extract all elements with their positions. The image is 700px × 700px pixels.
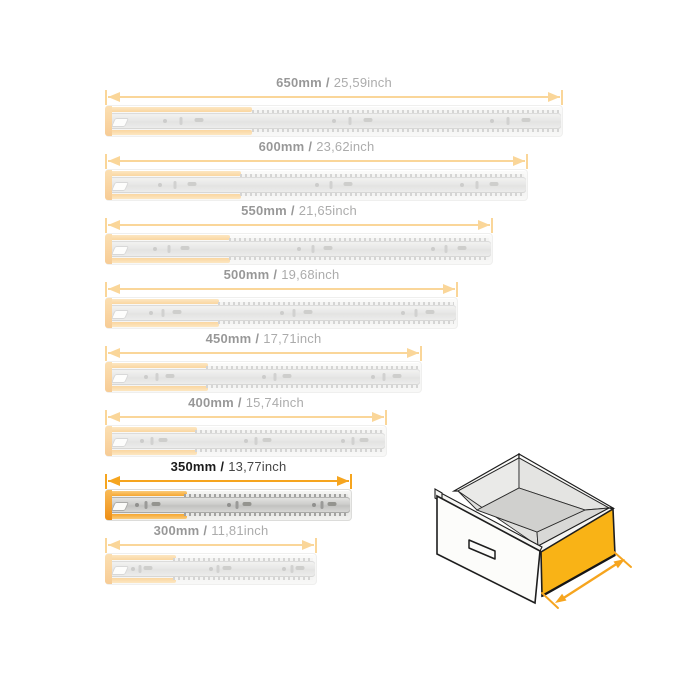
rail-mounting-hole [144,566,153,570]
rail-mounting-hole [135,503,139,507]
rail-mounting-hole [445,245,448,253]
dimension-bar [108,544,314,546]
rail-end-cap [105,490,112,520]
drawer-slide-rail [105,233,493,265]
rail-mounting-hole [321,501,324,509]
right-arrowhead-icon [513,156,525,166]
dimension-line [105,346,422,361]
rail-mounting-hole [315,183,319,187]
drawer-slide-rail [105,361,422,393]
size-separator: / [237,395,242,410]
rail-mounting-hole [244,439,248,443]
rail-orange-strip-top [110,235,230,240]
drawer-slide-rail [105,105,563,137]
slide-size-row-400 [105,395,387,457]
size-mm-label: 300mm [153,523,200,538]
size-inch-label: 15,74inch [245,395,304,410]
size-separator: / [255,331,260,346]
rail-mounting-hole [312,503,316,507]
rail-mounting-hole [187,182,196,186]
rail-mounting-hole [138,565,141,573]
rail-mounting-hole [392,374,401,378]
size-inch-label: 23,62inch [316,139,375,154]
drawer-slide-rail [105,489,352,521]
rail-mounting-hole [328,502,337,506]
rail-mounting-hole [150,437,153,445]
rail-ball-retainer-bottom [252,129,559,132]
right-arrowhead-icon [548,92,560,102]
left-arrowhead-icon [108,156,120,166]
left-arrowhead-icon [108,92,120,102]
depth-arrowhead-front-icon [555,594,567,603]
rail-orange-strip-top [110,427,197,432]
left-arrowhead-icon [108,540,120,550]
rail-mounting-hole [222,566,231,570]
rail-mounting-hole [401,311,405,315]
size-label [105,395,387,410]
rail-mounting-hole [262,375,266,379]
rail-mounting-hole [273,373,276,381]
rail-mounting-hole [283,374,292,378]
rail-ball-retainer-bottom [218,321,454,324]
drawer-slide-rail [105,169,528,201]
size-label [105,75,563,90]
right-arrowhead-icon [443,284,455,294]
rail-mounting-hole [179,117,182,125]
size-label [105,523,317,538]
right-arrowhead-icon [372,412,384,422]
dimension-line [105,538,317,553]
size-inch-label: 25,59inch [333,75,392,90]
rail-mounting-hole [490,182,499,186]
dimension-tick-right [561,90,563,105]
rail-mounting-hole [162,309,165,317]
size-inch-label: 17,71inch [263,331,322,346]
right-arrowhead-icon [407,348,419,358]
left-arrowhead-icon [108,412,120,422]
dimension-line [105,154,528,169]
dimension-bar [108,416,384,418]
rail-mounting-hole [254,437,257,445]
left-arrowhead-icon [108,220,120,230]
size-separator: / [220,459,225,474]
rail-mounting-hole [425,310,434,314]
rail-mounting-hole [158,183,162,187]
rail-mounting-hole [360,438,369,442]
dimension-tick-left [105,90,107,105]
dimension-tick-left [105,218,107,233]
slide-size-row-600 [105,139,528,201]
rail-mounting-hole [507,117,510,125]
size-mm-label: 400mm [188,395,234,410]
rail-mounting-hole [476,181,479,189]
dimension-tick-right [491,218,493,233]
size-separator: / [273,267,278,282]
size-separator: / [203,523,208,538]
rail-mounting-hole [324,246,333,250]
dimension-bar [108,352,419,354]
dimension-line [105,218,493,233]
left-arrowhead-icon [108,284,120,294]
dimension-tick-left [105,346,107,361]
size-inch-label: 21,65inch [298,203,357,218]
rail-mounting-hole [522,118,531,122]
dimension-tick-right [456,282,458,297]
rail-mounting-hole [460,183,464,187]
dimension-tick-left [105,538,107,553]
rail-orange-strip-bottom [110,514,187,519]
rail-mounting-hole [144,375,148,379]
rail-end-cap [105,426,112,456]
right-arrowhead-icon [302,540,314,550]
rail-mounting-hole [236,501,239,509]
rail-orange-strip-bottom [110,322,219,327]
size-separator: / [290,203,295,218]
right-arrowhead-icon [478,220,490,230]
rail-mounting-hole [431,247,435,251]
rail-mounting-hole [156,373,159,381]
rail-mounting-hole [344,182,353,186]
rail-orange-strip-bottom [110,386,208,391]
rail-end-cap [105,298,112,328]
rail-mounting-hole [131,567,135,571]
rail-mounting-hole [151,502,160,506]
rail-orange-strip-bottom [110,130,252,135]
dimension-line [105,282,458,297]
size-separator: / [308,139,313,154]
slide-size-row-500 [105,267,458,329]
size-mm-label: 550mm [241,203,287,218]
drawer-slide-rail [105,553,317,585]
rail-mounting-hole [303,310,312,314]
dimension-tick-left [105,154,107,169]
rail-mounting-hole [282,567,286,571]
rail-mounting-hole [227,503,231,507]
rail-mounting-hole [280,311,284,315]
rail-orange-strip-top [110,299,219,304]
rail-ball-retainer-bottom [195,449,383,452]
rail-mounting-hole [243,502,252,506]
rail-mounting-hole [173,181,176,189]
rail-mounting-hole [330,181,333,189]
rail-mounting-hole [292,309,295,317]
rail-orange-strip-bottom [110,578,176,583]
rail-mounting-hole [297,247,301,251]
size-label [105,267,458,282]
rail-mounting-hole [364,118,373,122]
rail-mounting-hole [332,119,336,123]
dimension-line [105,474,352,489]
rail-end-cap [105,170,112,200]
rail-orange-strip-top [110,555,176,560]
size-label [105,331,422,346]
depth-arrowhead-back-icon [614,559,626,568]
size-label [105,459,352,474]
rail-mounting-hole [341,439,345,443]
dimension-tick-left [105,410,107,425]
rail-orange-strip-top [110,107,252,112]
rail-mounting-hole [382,373,385,381]
size-mm-label: 650mm [276,75,322,90]
rail-mounting-hole [457,246,466,250]
size-label [105,203,493,218]
rail-mounting-hole [140,439,144,443]
rail-orange-strip-bottom [110,258,230,263]
rail-mounting-hole [352,437,355,445]
dimension-tick-right [420,346,422,361]
rail-mounting-hole [290,565,293,573]
dimension-tick-right [526,154,528,169]
rail-mounting-hole [180,246,189,250]
depth-tick-front [542,593,558,608]
dimension-bar [108,96,560,98]
rail-mounting-hole [490,119,494,123]
size-inch-label: 11,81inch [211,523,269,538]
slide-size-row-550 [105,203,493,265]
rail-ball-retainer-bottom [206,385,418,388]
rail-mounting-hole [194,118,203,122]
drawer-slide-rail [105,425,387,457]
dimension-bar [108,288,455,290]
size-separator: / [325,75,330,90]
rail-ball-retainer-bottom [229,257,489,260]
rail-end-cap [105,554,112,584]
rail-ball-retainer-bottom [173,577,313,580]
rail-end-cap [105,234,112,264]
rail-mounting-hole [158,438,167,442]
rail-orange-strip-top [110,491,187,496]
rail-ball-retainer-bottom [184,513,348,516]
rail-end-cap [105,362,112,392]
rail-orange-strip-top [110,363,208,368]
size-inch-label: 19,68inch [281,267,340,282]
rail-end-cap [105,106,112,136]
dimension-tick-right [315,538,317,553]
rail-mounting-hole [296,566,305,570]
rail-mounting-hole [144,501,147,509]
size-mm-label: 600mm [258,139,305,154]
rail-mounting-hole [349,117,352,125]
rail-mounting-hole [217,565,220,573]
dimension-bar [108,480,349,482]
slide-size-row-650 [105,75,563,137]
slide-size-row-300 [105,523,317,585]
dimension-tick-right [350,474,352,489]
rail-mounting-hole [173,310,182,314]
rail-orange-strip-bottom [110,450,197,455]
rail-mounting-hole [165,374,174,378]
size-mm-label: 450mm [205,331,252,346]
rail-mounting-hole [163,119,167,123]
rail-mounting-hole [209,567,213,571]
rail-ball-retainer-bottom [240,193,524,196]
slide-size-row-450 [105,331,422,393]
rail-mounting-hole [263,438,272,442]
dimension-tick-left [105,474,107,489]
size-inch-label: 13,77inch [228,459,287,474]
dimension-line [105,90,563,105]
rail-mounting-hole [414,309,417,317]
rail-orange-strip-top [110,171,241,176]
dimension-tick-right [385,410,387,425]
size-label [105,139,528,154]
size-mm-label: 350mm [170,459,217,474]
rail-mounting-hole [149,311,153,315]
size-mm-label: 500mm [223,267,270,282]
rail-mounting-hole [153,247,157,251]
slide-size-row-350 [105,459,352,521]
rail-orange-strip-bottom [110,194,241,199]
dimension-bar [108,224,490,226]
rail-mounting-hole [371,375,375,379]
drawer-depth-illustration [425,440,695,650]
drawer-slide-rail [105,297,458,329]
dimension-line [105,410,387,425]
dimension-tick-left [105,282,107,297]
right-arrowhead-icon [337,476,349,486]
rail-mounting-hole [168,245,171,253]
left-arrowhead-icon [108,476,120,486]
dimension-bar [108,160,525,162]
rail-mounting-hole [311,245,314,253]
left-arrowhead-icon [108,348,120,358]
